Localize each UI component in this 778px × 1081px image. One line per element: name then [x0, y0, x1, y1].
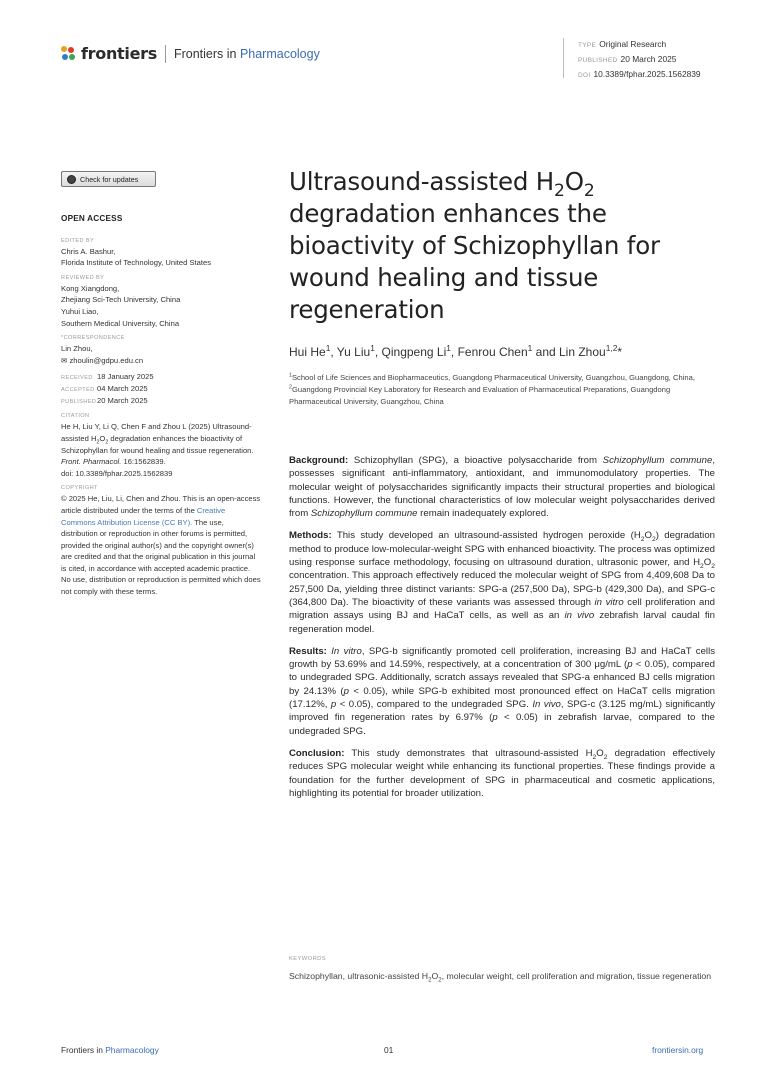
check-updates-icon [67, 175, 76, 184]
keywords-label: KEYWORDS [289, 956, 327, 962]
meta-divider [563, 38, 564, 78]
correspondence-block: *CORRESPONDENCE Lin Zhou, ✉ zhoulin@gdpu.edu.cn [61, 335, 144, 365]
abstract [289, 454, 715, 809]
keywords: Schizophyllan, ultrasonic-assisted $H_2O_2$, molecular weight, cell proliferation and migration, tissue regeneration [289, 971, 712, 984]
footer-journal: Frontiers in Pharmacology [61, 1045, 159, 1055]
abstract-background: Background: Schizophyllan (SPG), a bioactive polysaccharide from Schizophyllum commune, possesses significant anti-inflammatory, antioxidant, and immunomodulatory properties. The molecular weight of polysaccharides significantly impacts their structural properties and biological functions. However, the functional characteristics of low molecular weight polysaccharides derived from Schizophyllum commune remain inadequately explored. [289, 455, 715, 520]
affiliations: $^1$School of Life Sciences and Biopharmaceutics, Guangdong Pharmaceutical University, Guangzhou, Guangdong, China, $^2$Guangdong Provincial Key Laboratory for Research and Evaluation of Pharmaceutical Preparations, Guangdong Pharmaceutical University, Guangzhou, China [289, 372, 695, 406]
frontiers-logo-icon [61, 46, 77, 62]
abstract-conclusion: Conclusion: This study demonstrates that ultrasound-assisted $H_2O_2$ degradation effectively reduces SPG molecular weight while enhancing its functional properties. These findings provide a foundation for the further development of SPG in pharmaceutical and cosmetic applications, highlighting its potential for broader utilization. [289, 747, 715, 799]
open-access-label: OPEN ACCESS [61, 214, 123, 223]
edited-by-block: EDITED BY Chris A. Bashur, Florida Institute of Technology, United States [61, 237, 211, 268]
journal-name: Frontiers in Pharmacology [173, 46, 320, 61]
citation-block: CITATION He H, Liu Y, Li Q, Chen F and Zhou L (2025) Ultrasound-assisted $H_2O_2$ degradation enhances the bioactivity of Schizophyllan for wound healing and tissue regeneration. Front. Pharmacol. 16:1562839. doi: 10.3389/fphar.2025.1562839 [61, 412, 261, 479]
divider [165, 45, 166, 63]
reviewed-by-block: REVIEWED BY Kong Xiangdong, Zhejiang Sci-Tech University, China Yuhui Liao, Southern Medical University, China [61, 274, 181, 328]
abstract-methods: Methods: This study developed an ultrasound-assisted hydrogen peroxide $(H_2O_2)$ degradation method to produce low-molecular-weight SPG with enhanced bioactivity. The process was optimized using response surface methodology, focusing on ultrasound duration, ultrasonic power, and $H_2O_2$ concentration. This approach effectively reduced the molecular weight of SPG from 4,409,608 Da to 257,500 Da, yielding three distinct variants: SPG-a (257,500 Da), SPG-b (429,300 Da), and SPG-c (364,800 Da). The bioactivity of these variants was assessed through in vitro cell proliferation and migration assays using BJ and HaCaT cells, as well as an in vivo zebrafish larval caudal fin regeneration model. [289, 530, 716, 635]
correspondence-email[interactable]: zhoulin@gdpu.edu.cn [69, 355, 144, 365]
article-title: Ultrasound-assisted $H_2O_2$ degradation enhances the bioactivity of Schizophyllan for wound healing and tissue regeneration [289, 167, 660, 324]
published-date: 20 March 2025 [620, 53, 677, 64]
email-icon: ✉ [61, 355, 70, 365]
article-meta: TYPE Original Research PUBLISHED 20 March 2025 DOI 10.3389/fphar.2025.1562839 [578, 39, 701, 79]
article-type: Original Research [599, 39, 667, 49]
check-for-updates-button[interactable] [61, 171, 156, 187]
dates-block: RECEIVED 18 January 2025 ACCEPTED 04 March 2025 PUBLISHED20 March 2025 [61, 372, 154, 406]
author-list: Hui He$^1$, Yu Liu$^1$, Qingpeng Li$^1$, Fenrou Chen$^1$ and Lin Zhou$^{1,2}$* [289, 343, 623, 359]
abstract-results: Results: In vitro, SPG-b significantly promoted cell proliferation, increasing BJ and HaCaT cells growth by 53.69% and 14.59%, respectively, at a concentration of 300 μg/mL (p < 0.05), compared to undegraded SPG. Additionally, scratch assays revealed that SPG-a enhanced BJ cells migration by 24.13% (p < 0.05), while SPG-b exhibited most pronounced effect on HaCaT cells migration (17.12%, p < 0.05), compared to the undegraded SPG. In vivo, SPG-c (3.125 mg/mL) significantly improved fin regeneration rates by 6.97% (p < 0.05) in zebrafish larvae, compared to the undegraded SPG. [289, 645, 716, 737]
cc-license-link[interactable]: Creative Commons Attribution License (CC BY). [61, 505, 226, 527]
frontiers-logo[interactable] [61, 44, 320, 63]
brand-name: frontiers [81, 44, 157, 63]
copyright-block: COPYRIGHT © 2025 He, Liu, Li, Chen and Zhou. This is an open-access article distributed under the terms of the Creative Commons Attribution License (CC BY). The use, distribution or reproduction in other forums is permitted, provided the original author(s) and the copyright owner(s) are credited and that the original publication in this journal is cited, in accordance with accepted academic practice. No use, distribution or reproduction is permitted which does not comply with these terms. [61, 485, 261, 597]
citation-doi[interactable]: doi: 10.3389/fphar.2025.1562839 [61, 468, 173, 478]
footer-site-link[interactable]: frontiersin.org [652, 1045, 704, 1055]
article-sidebar [61, 213, 261, 603]
doi-link[interactable]: 10.3389/fphar.2025.1562839 [593, 68, 701, 79]
page-number: 01 [384, 1045, 394, 1055]
check-for-updates-label: Check for updates [80, 174, 139, 184]
